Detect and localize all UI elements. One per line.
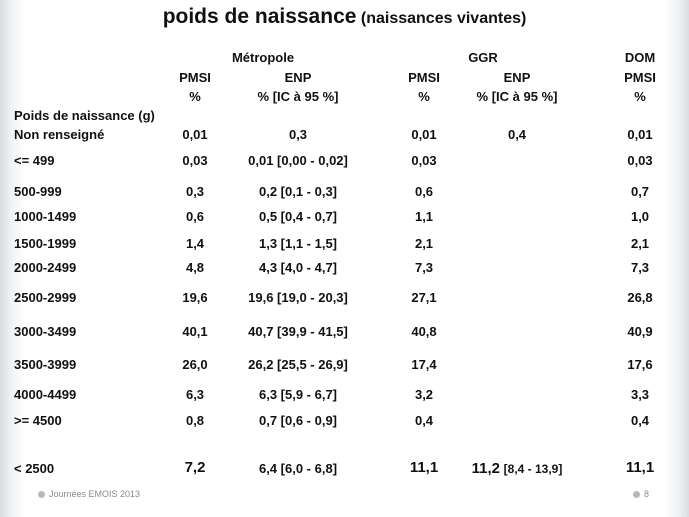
header-dom-pmsi: PMSI: [624, 70, 656, 85]
cell-m-enp: 0,5 [0,4 - 0,7]: [258, 209, 338, 224]
cell-m-enp: 19,6 [19,0 - 20,3]: [248, 290, 348, 305]
cell-m-pmsi: 0,6: [185, 209, 205, 224]
cell-m-pmsi: 0,8: [185, 413, 205, 428]
cell-g-pmsi: 0,01: [411, 127, 437, 142]
cell-m-enp: 6,3 [5,9 - 6,7]: [258, 387, 338, 402]
cell-label: 3500-3999: [14, 357, 77, 372]
summary-g-pmsi: 11,1: [409, 459, 439, 476]
cell-g-pmsi: 40,8: [411, 324, 437, 339]
header-m-enp-ic: % [IC à 95 %]: [257, 89, 339, 104]
cell-dom: 3,3: [630, 387, 650, 402]
header-g-enp-ic: % [IC à 95 %]: [476, 89, 558, 104]
cell-m-enp: 4,3 [4,0 - 4,7]: [258, 260, 338, 275]
cell-m-pmsi: 6,3: [185, 387, 205, 402]
cell-label: 1500-1999: [14, 236, 77, 251]
cell-m-pmsi: 0,3: [185, 184, 205, 199]
cell-label: 4000-4499: [14, 387, 77, 402]
summary-g-enp-ic: [8,4 - 13,9]: [503, 462, 563, 476]
summary-m-pmsi: 7,2: [184, 459, 206, 476]
cell-m-enp: 1,3 [1,1 - 1,5]: [258, 236, 338, 251]
summary-g-enp-value: 11,2: [471, 460, 501, 477]
cell-m-pmsi: 0,03: [182, 153, 208, 168]
bullet-icon: [633, 491, 640, 498]
header-g-pmsi: PMSI: [408, 70, 440, 85]
cell-dom: 0,01: [627, 127, 653, 142]
header-m-pct: %: [189, 89, 201, 104]
footer-right: [633, 489, 649, 499]
cell-g-enp: 0,4: [507, 127, 527, 142]
cell-g-pmsi: 27,1: [411, 290, 437, 305]
cell-g-pmsi: 0,03: [411, 153, 437, 168]
cell-dom: 17,6: [627, 357, 653, 372]
cell-g-pmsi: 7,3: [414, 260, 434, 275]
cell-dom: 0,03: [627, 153, 653, 168]
title-main: poids de naissance: [162, 5, 357, 28]
cell-dom: 2,1: [630, 236, 650, 251]
cell-label: <= 499: [14, 153, 55, 168]
cell-dom: 26,8: [627, 290, 653, 305]
summary-dom: 11,1: [625, 459, 655, 476]
cell-dom: 0,4: [630, 413, 650, 428]
cell-m-enp: 0,2 [0,1 - 0,3]: [258, 184, 338, 199]
cell-label: 2500-2999: [14, 290, 77, 305]
cell-m-pmsi: 19,6: [182, 290, 208, 305]
cell-dom: 1,0: [630, 209, 650, 224]
footer-text: Journées EMOIS 2013: [49, 489, 141, 499]
summary-m-enp-value: 6,4: [258, 461, 278, 476]
cell-g-pmsi: 2,1: [414, 236, 434, 251]
footer-left: [38, 489, 140, 499]
summary-label: < 2500: [14, 461, 55, 476]
cell-m-enp: 26,2 [25,5 - 26,9]: [248, 357, 348, 372]
cell-m-pmsi: 0,01: [182, 127, 208, 142]
group-dom: DOM: [624, 50, 656, 65]
cell-label: 1000-1499: [14, 209, 77, 224]
group-metropole: Métropole: [231, 50, 295, 65]
cell-m-pmsi: 4,8: [185, 260, 205, 275]
header-g-pct: %: [418, 89, 430, 104]
header-m-enp: ENP: [284, 70, 312, 85]
summary-m-enp: [259, 461, 337, 476]
header-m-pmsi: PMSI: [179, 70, 211, 85]
group-ggr: GGR: [468, 50, 498, 65]
cell-label: 500-999: [14, 184, 62, 199]
summary-g-enp: [472, 460, 563, 477]
cell-g-pmsi: 3,2: [414, 387, 434, 402]
cell-g-pmsi: 1,1: [414, 209, 434, 224]
cell-m-enp: 40,7 [39,9 - 41,5]: [248, 324, 348, 339]
cell-m-pmsi: 40,1: [182, 324, 208, 339]
cell-label: 3000-3499: [14, 324, 77, 339]
cell-label: Non renseigné: [14, 127, 105, 142]
cell-dom: 7,3: [630, 260, 650, 275]
cell-m-enp: 0,3: [288, 127, 308, 142]
summary-m-enp-ic: [6,0 - 6,8]: [280, 461, 338, 476]
title-sub: (naissances vivantes): [360, 10, 527, 27]
header-dom-pct: %: [634, 89, 646, 104]
cell-g-pmsi: 0,4: [414, 413, 434, 428]
slide-title: [0, 5, 689, 29]
page-number: 8: [644, 489, 650, 499]
row-header: Poids de naissance (g): [14, 108, 155, 123]
cell-dom: 0,7: [630, 184, 650, 199]
bullet-icon: [38, 491, 45, 498]
cell-m-pmsi: 26,0: [182, 357, 208, 372]
cell-label: 2000-2499: [14, 260, 77, 275]
cell-dom: 40,9: [627, 324, 653, 339]
cell-m-pmsi: 1,4: [185, 236, 205, 251]
cell-g-pmsi: 0,6: [414, 184, 434, 199]
cell-g-pmsi: 17,4: [411, 357, 437, 372]
header-g-enp: ENP: [503, 70, 531, 85]
cell-m-enp: 0,7 [0,6 - 0,9]: [258, 413, 338, 428]
cell-m-enp: 0,01 [0,00 - 0,02]: [248, 153, 348, 168]
cell-label: >= 4500: [14, 413, 62, 428]
